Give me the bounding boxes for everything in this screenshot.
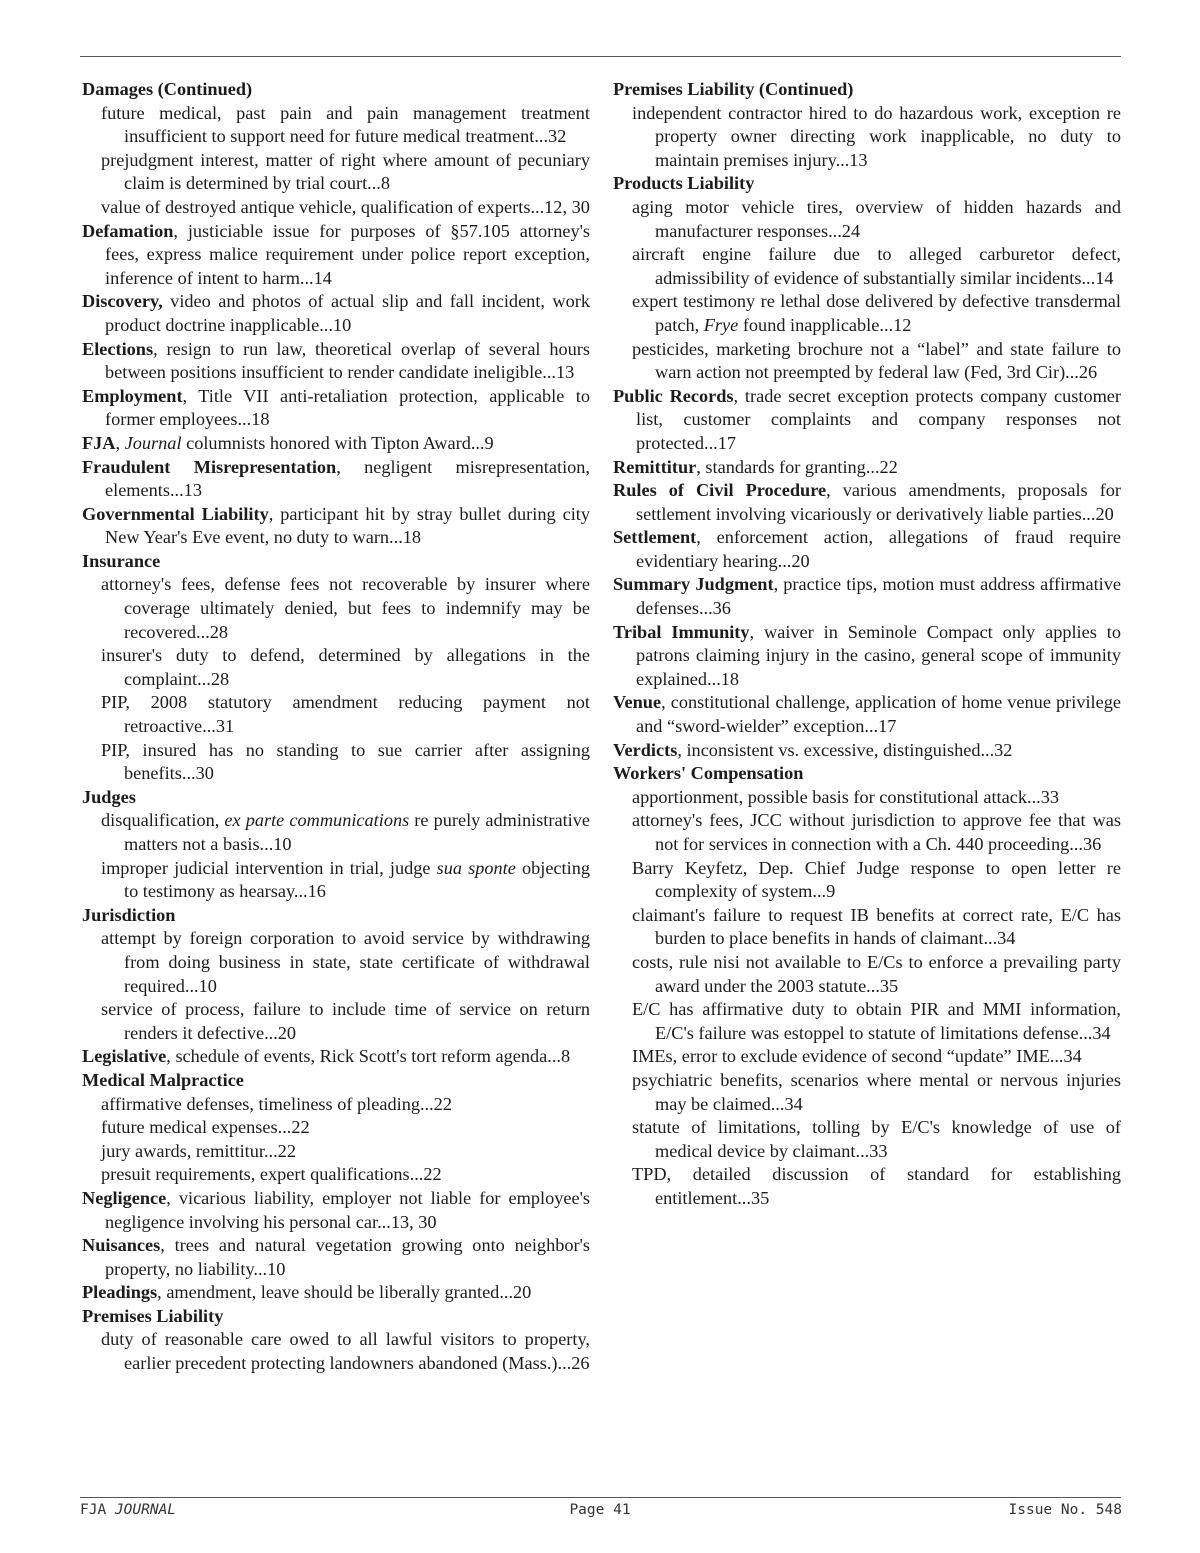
index-subentry: prejudgment interest, matter of right where amount of pecuniary claim is determined by trial court...8 xyxy=(101,149,590,194)
index-subentry: disqualification, ex parte communications re purely administrative matters not a basis...10 xyxy=(101,810,590,854)
footer-page-number: Page 41 xyxy=(569,1502,631,1518)
footer-rule xyxy=(80,1497,1121,1498)
index-term: Rules of Civil Procedure xyxy=(613,480,827,501)
index-subentry: insurer's duty to defend, determined by allegations in the complaint...28 xyxy=(101,645,590,689)
index-subentry: claimant's failure to request IB benefits at correct rate, E/C has burden to place benefits in hands of claimant...34 xyxy=(632,904,1121,949)
index-subentry: costs, rule nisi not available to E/Cs to enforce a prevailing party award under the 2003 statute...35 xyxy=(632,951,1121,996)
index-term: Employment xyxy=(82,385,183,406)
index-entry: Nuisances, trees and natural vegetation growing onto neighbor's property, no liability...10 xyxy=(82,1235,590,1279)
index-term: Elections xyxy=(82,338,154,359)
index-entry: Rules of Civil Procedure, various amendments, proposals for settlement involving vicariously or derivatively liable parties...20 xyxy=(613,480,1122,524)
index-entry: Venue, constitutional challenge, application of home venue privilege and “sword-wielder” exception...17 xyxy=(613,692,1121,737)
index-entry: Governmental Liability, participant hit by stray bullet during city New Year's Eve event, no duty to warn...18 xyxy=(82,503,590,548)
index-term: Fraudulent Misrepresentation xyxy=(82,456,337,477)
index-entry: Elections, resign to run law, theoretical overlap of several hours between positions insufficient to render candidate ineligible...13 xyxy=(82,338,590,383)
index-entry: Defamation, justiciable issue for purposes of §57.105 attorney's fees, express malice requirement under police report exception, inference of intent to harm...14 xyxy=(82,220,590,288)
index-subentry: attempt by foreign corporation to avoid service by withdrawing from doing business in state, state certificate of withdrawal required...10 xyxy=(101,928,590,996)
index-entry: Settlement, enforcement action, allegations of fraud require evidentiary hearing...20 xyxy=(613,527,1121,571)
index-term: Negligence xyxy=(82,1187,167,1208)
index-heading: Judges xyxy=(82,786,136,807)
index-heading: Damages (Continued) xyxy=(82,79,253,99)
index-entry: Public Records, trade secret exception protects company customer list, customer complaints and company responses not protected...17 xyxy=(613,385,1122,453)
index-term: Summary Judgment xyxy=(613,574,774,595)
index-entry: Tribal Immunity, waiver in Seminole Compact only applies to patrons claiming injury in the casino, general scope of immunity explained...18 xyxy=(613,621,1121,689)
index-term: Venue xyxy=(613,692,662,713)
index-subentry: expert testimony re lethal dose delivered by defective transdermal patch, Frye found inapplicable...12 xyxy=(632,291,1121,335)
index-heading: Jurisdiction xyxy=(82,904,176,925)
top-rule xyxy=(80,56,1121,57)
index-entry: Negligence, vicarious liability, employer not liable for employee's negligence involving his personal car...13, 30 xyxy=(82,1187,590,1232)
index-column-right xyxy=(613,78,1121,1211)
index-term: Remittitur xyxy=(613,456,697,477)
index-subentry: psychiatric benefits, scenarios where mental or nervous injuries may be claimed...34 xyxy=(632,1069,1121,1114)
index-entry: Fraudulent Misrepresentation, negligent misrepresentation, elements...13 xyxy=(82,456,590,501)
index-term: Defamation xyxy=(82,220,174,241)
index-entry: Remittitur, standards for granting...22 xyxy=(613,456,898,477)
index-heading: Medical Malpractice xyxy=(82,1069,244,1090)
index-subentry: apportionment, possible basis for constitutional attack...33 xyxy=(632,786,1059,807)
index-entry: Summary Judgment, practice tips, motion must address affirmative defenses...36 xyxy=(613,574,1121,619)
index-heading: Workers' Compensation xyxy=(613,763,804,784)
index-term: Tribal Immunity xyxy=(613,621,750,642)
index-entry: Employment, Title VII anti-retaliation protection, applicable to former employees...18 xyxy=(82,385,590,430)
index-subentry: IMEs, error to exclude evidence of second “update” IME...34 xyxy=(632,1046,1082,1067)
index-subentry: service of process, failure to include time of service on return renders it defective...20 xyxy=(101,999,590,1043)
index-column-left xyxy=(82,78,590,1376)
index-heading: Products Liability xyxy=(613,173,755,194)
index-entry: Pleadings, amendment, leave should be liberally granted...20 xyxy=(82,1282,532,1303)
index-subentry: aircraft engine failure due to alleged carburetor defect, admissibility of evidence of substantially similar incidents...14 xyxy=(632,244,1121,288)
index-heading: Insurance xyxy=(82,550,161,571)
index-subentry: presuit requirements, expert qualifications...22 xyxy=(101,1164,442,1185)
index-heading: Premises Liability xyxy=(82,1305,224,1326)
index-subentry: independent contractor hired to do hazardous work, exception re property owner directing work inapplicable, no duty to maintain premises injury...13 xyxy=(632,102,1121,170)
index-term: Discovery, xyxy=(82,291,163,312)
index-heading: Premises Liability (Continued) xyxy=(613,79,854,99)
index-subentry: value of destroyed antique vehicle, qualification of experts...12, 30 xyxy=(101,196,590,217)
index-term: Public Records xyxy=(613,385,734,406)
index-subentry: Barry Keyfetz, Dep. Chief Judge response to open letter re complexity of system...9 xyxy=(632,857,1121,902)
index-term: Settlement xyxy=(613,527,697,548)
index-subentry: future medical, past pain and pain management treatment insufficient to support need for future medical treatment...32 xyxy=(101,102,590,147)
index-subentry: affirmative defenses, timeliness of pleading...22 xyxy=(101,1093,452,1114)
index-entry: Legislative, schedule of events, Rick Scott's tort reform agenda...8 xyxy=(82,1046,571,1067)
index-term: Verdicts xyxy=(613,739,678,760)
index-subentry: statute of limitations, tolling by E/C's knowledge of use of medical device by claimant...33 xyxy=(632,1117,1121,1161)
index-term: Nuisances xyxy=(82,1235,161,1256)
index-term: Governmental Liability xyxy=(82,503,269,524)
index-entry: Discovery, video and photos of actual slip and fall incident, work product doctrine inapplicable...10 xyxy=(82,291,590,335)
index-term: FJA xyxy=(82,432,116,453)
index-subentry: duty of reasonable care owed to all lawful visitors to property, earlier precedent protecting landowners abandoned (Mass.)...26 xyxy=(101,1329,590,1374)
index-term: Pleadings xyxy=(82,1282,158,1303)
index-entry: Verdicts, inconsistent vs. excessive, distinguished...32 xyxy=(613,739,1013,760)
index-subentry: improper judicial intervention in trial, judge sua sponte objecting to testimony as hearsay...16 xyxy=(101,857,590,902)
footer-issue-number: Issue No. 548 xyxy=(1008,1502,1122,1518)
index-subentry: attorney's fees, JCC without jurisdiction to approve fee that was not for services in connection with a Ch. 440 proceeding...36 xyxy=(632,810,1121,854)
index-subentry: PIP, insured has no standing to sue carrier after assigning benefits...30 xyxy=(101,739,590,784)
index-entry: FJA, Journal columnists honored with Tipton Award...9 xyxy=(82,432,494,453)
index-subentry: E/C has affirmative duty to obtain PIR and MMI information, E/C's failure was estoppel to statute of limitations defense...34 xyxy=(632,999,1121,1043)
footer-publication: FJA JOURNAL xyxy=(80,1502,177,1518)
index-subentry: aging motor vehicle tires, overview of hidden hazards and manufacturer responses...24 xyxy=(632,196,1121,241)
index-subentry: jury awards, remittitur...22 xyxy=(101,1140,296,1161)
index-subentry: PIP, 2008 statutory amendment reducing payment not retroactive...31 xyxy=(101,692,590,737)
index-subentry: TPD, detailed discussion of standard for establishing entitlement...35 xyxy=(632,1164,1121,1208)
index-subentry: pesticides, marketing brochure not a “label” and state failure to warn action not preempted by federal law (Fed, 3rd Cir)...26 xyxy=(632,338,1121,383)
index-subentry: future medical expenses...22 xyxy=(101,1117,310,1138)
index-subentry: attorney's fees, defense fees not recoverable by insurer where coverage ultimately denied, but fees to indemnify may be recovered...28 xyxy=(101,574,590,642)
index-term: Legislative xyxy=(82,1046,167,1067)
